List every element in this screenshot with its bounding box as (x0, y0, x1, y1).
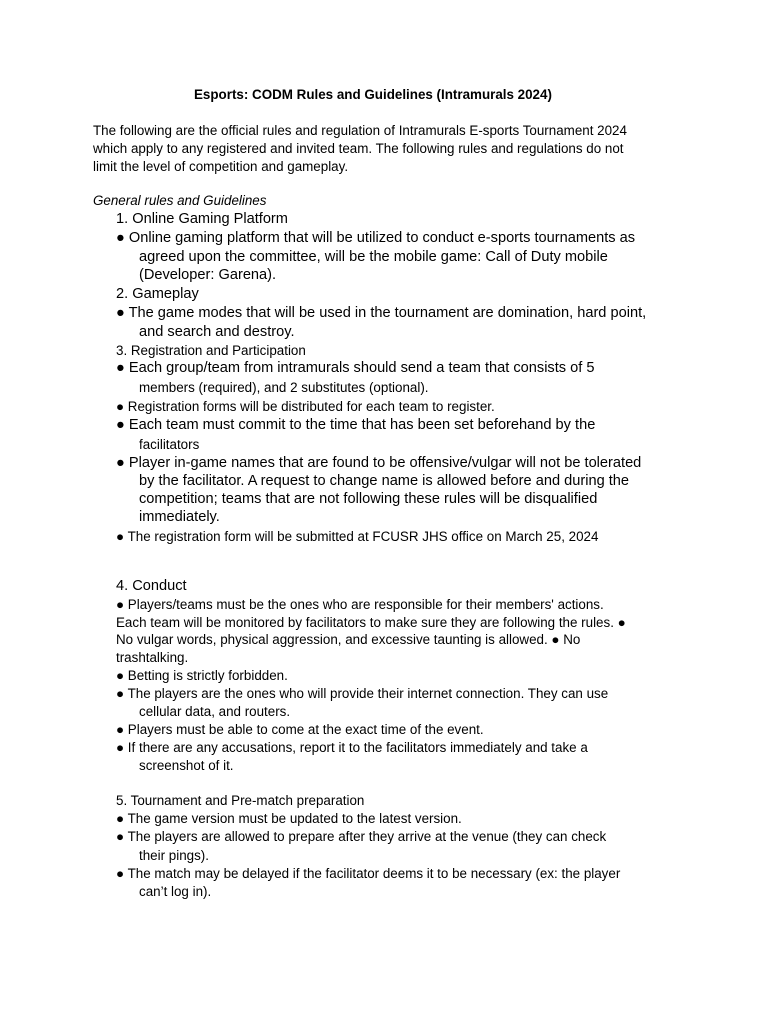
intro-line: The following are the official rules and regulation of Intramurals E-sports Tournament 2024 (93, 123, 627, 138)
conduct-line: ● Players/teams must be the ones who are responsible for their members' actions. (116, 597, 604, 612)
bullet-continuation: by the facilitator. A request to change name is allowed before and during the (139, 473, 630, 489)
section-heading-conduct: 4. Conduct (116, 578, 187, 594)
section-heading-gameplay: 2. Gameplay (116, 286, 199, 302)
bullet-line: ● Player in-game names that are found to be offensive/vulgar will not be tolerated (116, 455, 642, 471)
bullet-continuation: cellular data, and routers. (139, 704, 291, 719)
section-subtitle: General rules and Guidelines (93, 193, 267, 208)
bullet-continuation: and search and destroy. (139, 324, 295, 340)
bullet-line: ● The registration form will be submitted at FCUSR JHS office on March 25, 2024 (116, 529, 599, 544)
intro-line: limit the level of competition and gameplay. (93, 159, 349, 174)
bullet-continuation: screenshot of it. (139, 758, 234, 773)
bullet-continuation: facilitators (139, 437, 200, 452)
bullet-line: ● Betting is strictly forbidden. (116, 668, 288, 683)
document-title: Esports: CODM Rules and Guidelines (Intramurals 2024) (194, 87, 552, 102)
bullet-line: ● The players are the ones who will provide their internet connection. They can use (116, 686, 609, 701)
conduct-line: trashtalking. (116, 650, 189, 665)
bullet-continuation: can’t log in). (139, 884, 212, 899)
bullet-line: ● Each group/team from intramurals should send a team that consists of 5 (116, 360, 595, 376)
bullet-continuation: competition; teams that are not following these rules will be disqualified (139, 491, 598, 507)
bullet-continuation: agreed upon the committee, will be the mobile game: Call of Duty mobile (139, 249, 608, 265)
bullet-continuation: their pings). (139, 848, 209, 863)
bullet-line: ● Each team must commit to the time that has been set beforehand by the (116, 417, 596, 433)
bullet-line: ● The players are allowed to prepare after they arrive at the venue (they can check (116, 829, 607, 844)
bullet-continuation: members (required), and 2 substitutes (optional). (139, 380, 429, 395)
bullet-line: ● Registration forms will be distributed for each team to register. (116, 399, 495, 414)
section-heading-tournament-prep: 5. Tournament and Pre-match preparation (116, 793, 365, 808)
conduct-line: No vulgar words, physical aggression, and excessive taunting is allowed. ● No (116, 632, 581, 647)
intro-line: which apply to any registered and invited team. The following rules and regulations do not (93, 141, 624, 156)
bullet-line: ● Online gaming platform that will be utilized to conduct e-sports tournaments as (116, 230, 636, 246)
section-heading-registration: 3. Registration and Participation (116, 343, 306, 358)
section-heading-online-gaming-platform: 1. Online Gaming Platform (116, 211, 288, 227)
bullet-line: ● The game modes that will be used in the tournament are domination, hard point, (116, 305, 647, 321)
conduct-line: Each team will be monitored by facilitators to make sure they are following the rules. ● (116, 615, 626, 630)
bullet-continuation: (Developer: Garena). (139, 267, 277, 283)
bullet-line: ● If there are any accusations, report it to the facilitators immediately and take a (116, 740, 588, 755)
bullet-line: ● The game version must be updated to the latest version. (116, 811, 462, 826)
bullet-continuation: immediately. (139, 509, 220, 525)
bullet-line: ● Players must be able to come at the exact time of the event. (116, 722, 484, 737)
bullet-line: ● The match may be delayed if the facilitator deems it to be necessary (ex: the player (116, 866, 621, 881)
